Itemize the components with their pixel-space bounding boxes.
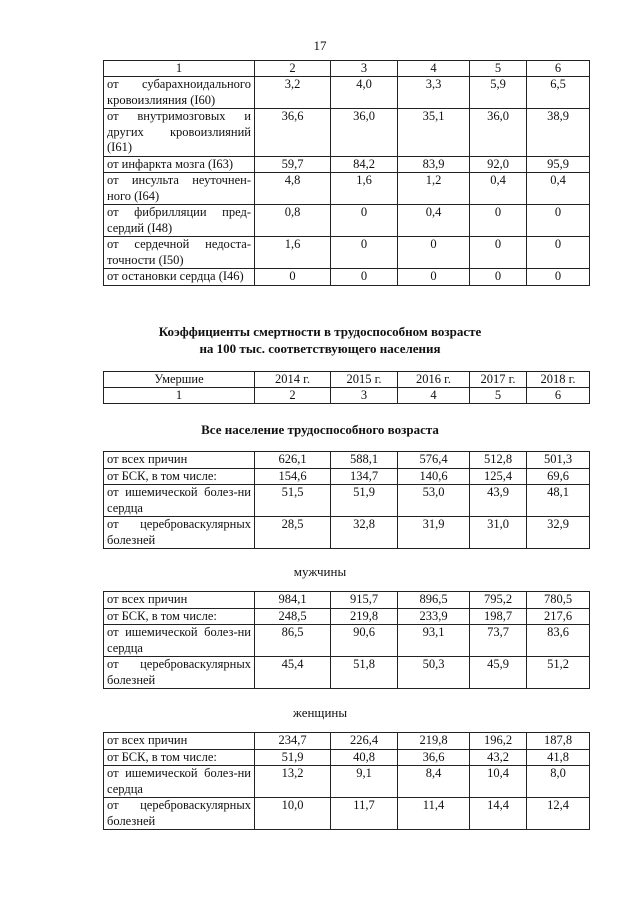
table-row: [104, 592, 590, 609]
table-row: [104, 625, 590, 657]
row-label: от субарахноидального кровоизлияния (I60): [104, 77, 255, 109]
cell-value: 1,6: [255, 237, 331, 269]
column-number: 3: [331, 388, 398, 404]
cell-value: 140,6: [398, 468, 470, 485]
cell-value: 187,8: [527, 733, 590, 750]
cell-value: 51,9: [331, 485, 398, 517]
table-row: [104, 109, 590, 157]
cell-value: 84,2: [331, 156, 398, 173]
cell-value: 0: [527, 205, 590, 237]
cell-value: 73,7: [470, 625, 527, 657]
cell-value: 576,4: [398, 452, 470, 469]
page-number: 17: [313, 38, 327, 53]
cell-value: 234,7: [255, 733, 331, 750]
table-row: [104, 733, 590, 750]
section-table: [103, 451, 590, 549]
cell-value: 0: [331, 237, 398, 269]
column-header: Умершие: [104, 372, 255, 388]
column-header: 2017 г.: [470, 372, 527, 388]
cell-value: 43,2: [470, 749, 527, 766]
row-label: от БСК, в том числе:: [104, 468, 255, 485]
cell-value: 31,0: [470, 517, 527, 549]
cell-value: 86,5: [255, 625, 331, 657]
cell-value: 40,8: [331, 749, 398, 766]
row-label: от остановки сердца (I46): [104, 269, 255, 286]
column-header: 2018 г.: [527, 372, 590, 388]
cell-value: 984,1: [255, 592, 331, 609]
cell-value: 36,0: [331, 109, 398, 157]
column-header: 2014 г.: [255, 372, 331, 388]
cell-value: 219,8: [331, 608, 398, 625]
cell-value: 0: [255, 269, 331, 286]
cell-value: 626,1: [255, 452, 331, 469]
cell-value: 50,3: [398, 657, 470, 689]
cell-value: 915,7: [331, 592, 398, 609]
cell-value: 36,6: [255, 109, 331, 157]
column-number: 1: [104, 61, 255, 77]
cell-value: 11,7: [331, 798, 398, 830]
column-number: 4: [398, 61, 470, 77]
cell-value: 125,4: [470, 468, 527, 485]
table-title-line: на 100 тыс. соответствующего населения: [199, 341, 441, 356]
cell-value: 51,9: [255, 749, 331, 766]
table-title: [0, 323, 640, 357]
cell-value: 0,4: [398, 205, 470, 237]
table-header-years: [103, 371, 590, 404]
cell-value: 0,4: [527, 173, 590, 205]
cell-value: 51,8: [331, 657, 398, 689]
table-row: [104, 468, 590, 485]
row-label: от цереброваскулярных болезней: [104, 798, 255, 830]
cell-value: 14,4: [470, 798, 527, 830]
cell-value: 0: [398, 237, 470, 269]
column-header: 2015 г.: [331, 372, 398, 388]
cell-value: 93,1: [398, 625, 470, 657]
row-label: от всех причин: [104, 592, 255, 609]
cell-value: 588,1: [331, 452, 398, 469]
cell-value: 780,5: [527, 592, 590, 609]
row-label: от сердечной недоста-точности (I50): [104, 237, 255, 269]
cell-value: 219,8: [398, 733, 470, 750]
table-row: [104, 237, 590, 269]
cell-value: 217,6: [527, 608, 590, 625]
cell-value: 83,9: [398, 156, 470, 173]
table-title-line: Коэффициенты смертности в трудоспособном возрасте: [158, 324, 482, 339]
section-title: женщины: [292, 705, 348, 720]
table-row: [104, 485, 590, 517]
cell-value: 0,4: [470, 173, 527, 205]
column-number: 2: [255, 61, 331, 77]
column-number: 1: [104, 388, 255, 404]
cell-value: 0,8: [255, 205, 331, 237]
cell-value: 233,9: [398, 608, 470, 625]
cell-value: 45,9: [470, 657, 527, 689]
table-row: [104, 452, 590, 469]
cell-value: 512,8: [470, 452, 527, 469]
cell-value: 10,0: [255, 798, 331, 830]
row-label: от внутримозговых и других кровоизлияний (I61): [104, 109, 255, 157]
column-number: 6: [527, 61, 590, 77]
cell-value: 41,8: [527, 749, 590, 766]
cell-value: 154,6: [255, 468, 331, 485]
table-row: [104, 205, 590, 237]
section-table: [103, 732, 590, 830]
table-mortality-causes: [103, 60, 590, 286]
cell-value: 5,9: [470, 77, 527, 109]
cell-value: 32,8: [331, 517, 398, 549]
column-number: 3: [331, 61, 398, 77]
cell-value: 38,9: [527, 109, 590, 157]
table-row: [104, 517, 590, 549]
cell-value: 51,5: [255, 485, 331, 517]
cell-value: 4,0: [331, 77, 398, 109]
cell-value: 4,8: [255, 173, 331, 205]
cell-value: 31,9: [398, 517, 470, 549]
table-row: [104, 657, 590, 689]
row-label: от ишемической болез-ни сердца: [104, 485, 255, 517]
table-row: [104, 173, 590, 205]
cell-value: 226,4: [331, 733, 398, 750]
cell-value: 28,5: [255, 517, 331, 549]
row-label: от БСК, в том числе:: [104, 749, 255, 766]
cell-value: 92,0: [470, 156, 527, 173]
row-label: от ишемической болез-ни сердца: [104, 766, 255, 798]
cell-value: 0: [398, 269, 470, 286]
table-row: [104, 608, 590, 625]
cell-value: 36,6: [398, 749, 470, 766]
cell-value: 51,2: [527, 657, 590, 689]
cell-value: 0: [527, 237, 590, 269]
column-number: 4: [398, 388, 470, 404]
cell-value: 3,3: [398, 77, 470, 109]
table-row: [104, 749, 590, 766]
table-row: [104, 766, 590, 798]
cell-value: 134,7: [331, 468, 398, 485]
table-row: [104, 156, 590, 173]
cell-value: 90,6: [331, 625, 398, 657]
cell-value: 795,2: [470, 592, 527, 609]
cell-value: 1,6: [331, 173, 398, 205]
cell-value: 69,6: [527, 468, 590, 485]
cell-value: 36,0: [470, 109, 527, 157]
table-row: [104, 269, 590, 286]
cell-value: 45,4: [255, 657, 331, 689]
cell-value: 11,4: [398, 798, 470, 830]
cell-value: 83,6: [527, 625, 590, 657]
column-numbers-row: [104, 388, 590, 404]
cell-value: 6,5: [527, 77, 590, 109]
cell-value: 0: [331, 269, 398, 286]
column-number: 5: [470, 61, 527, 77]
column-number: 6: [527, 388, 590, 404]
cell-value: 0: [470, 205, 527, 237]
cell-value: 12,4: [527, 798, 590, 830]
cell-value: 0: [470, 237, 527, 269]
header-row: [104, 372, 590, 388]
cell-value: 35,1: [398, 109, 470, 157]
row-label: от всех причин: [104, 452, 255, 469]
cell-value: 8,4: [398, 766, 470, 798]
cell-value: 0: [527, 269, 590, 286]
cell-value: 3,2: [255, 77, 331, 109]
section-table: [103, 591, 590, 689]
section-title: Все население трудоспособного возраста: [201, 422, 439, 437]
cell-value: 198,7: [470, 608, 527, 625]
cell-value: 59,7: [255, 156, 331, 173]
cell-value: 95,9: [527, 156, 590, 173]
cell-value: 53,0: [398, 485, 470, 517]
cell-value: 248,5: [255, 608, 331, 625]
column-number: 2: [255, 388, 331, 404]
row-label: от цереброваскулярных болезней: [104, 657, 255, 689]
table-column-numbers: [104, 61, 590, 77]
cell-value: 0: [470, 269, 527, 286]
cell-value: 48,1: [527, 485, 590, 517]
row-label: от инфаркта мозга (I63): [104, 156, 255, 173]
row-label: от БСК, в том числе:: [104, 608, 255, 625]
cell-value: 10,4: [470, 766, 527, 798]
row-label: от цереброваскулярных болезней: [104, 517, 255, 549]
cell-value: 1,2: [398, 173, 470, 205]
cell-value: 9,1: [331, 766, 398, 798]
cell-value: 196,2: [470, 733, 527, 750]
row-label: от инсульта неуточнен-ного (I64): [104, 173, 255, 205]
cell-value: 896,5: [398, 592, 470, 609]
cell-value: 43,9: [470, 485, 527, 517]
column-number: 5: [470, 388, 527, 404]
cell-value: 0: [331, 205, 398, 237]
cell-value: 32,9: [527, 517, 590, 549]
cell-value: 501,3: [527, 452, 590, 469]
row-label: от ишемической болез-ни сердца: [104, 625, 255, 657]
table-row: [104, 77, 590, 109]
row-label: от фибрилляции пред-сердий (I48): [104, 205, 255, 237]
table-row: [104, 798, 590, 830]
cell-value: 8,0: [527, 766, 590, 798]
section-title: мужчины: [293, 564, 347, 579]
row-label: от всех причин: [104, 733, 255, 750]
cell-value: 13,2: [255, 766, 331, 798]
column-header: 2016 г.: [398, 372, 470, 388]
